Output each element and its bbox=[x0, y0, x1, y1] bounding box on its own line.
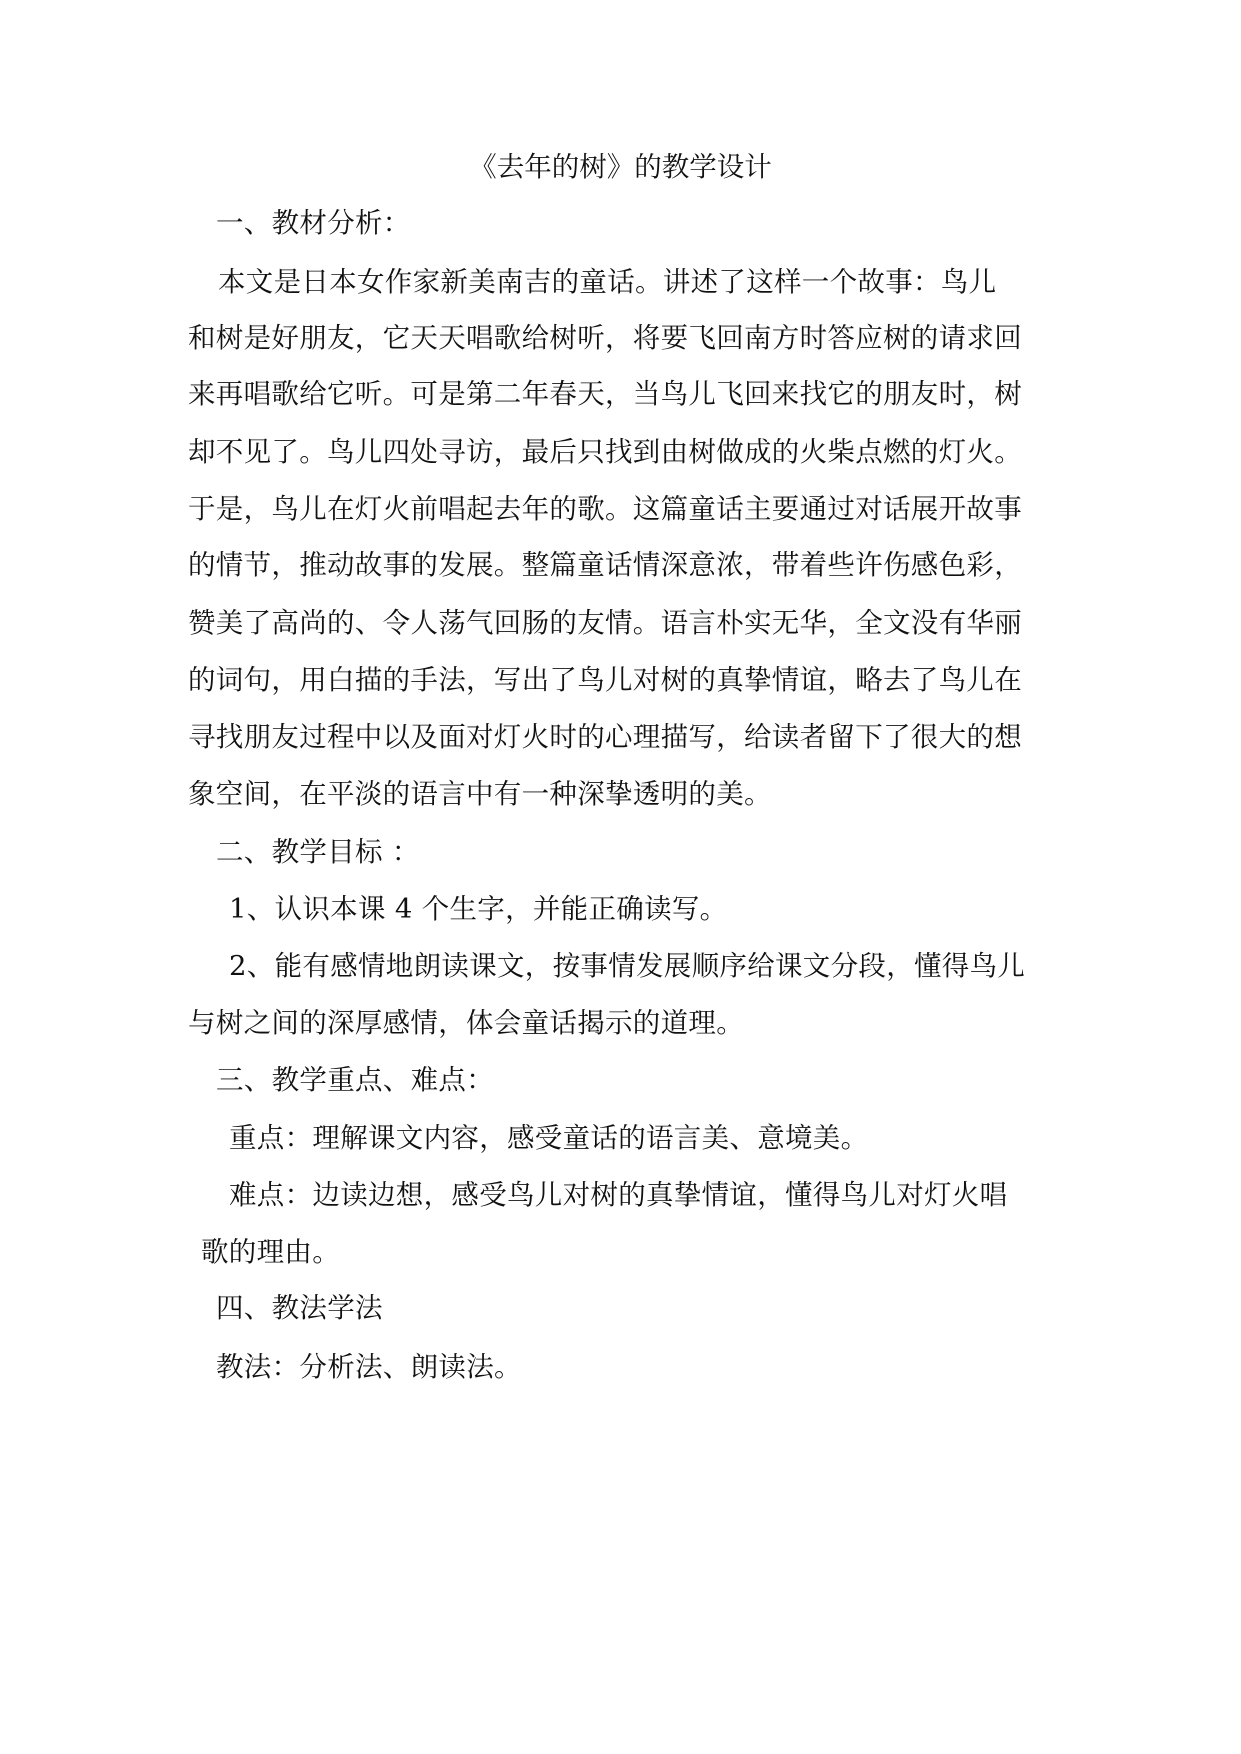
paragraph-line: 的词句，用白描的手法，写出了鸟儿对树的真挚情谊，略去了鸟儿在 bbox=[188, 664, 1022, 696]
paragraph-line: 赞美了高尚的、令人荡气回肠的友情。语言朴实无华，全文没有华丽 bbox=[188, 607, 1022, 639]
paragraph-line: 2、能有感情地朗读课文，按事情发展顺序给课文分段，懂得鸟儿 bbox=[229, 950, 1026, 982]
paragraph-line: 本文是日本女作家新美南吉的童话。讲述了这样一个故事：鸟儿 bbox=[218, 266, 997, 298]
paragraph-line: 歌的理由。 bbox=[201, 1236, 340, 1268]
teaching-goal-item-1: 1、认识本课 4 个生字，并能正确读写。 bbox=[229, 893, 728, 925]
paragraph-line: 与树之间的深厚感情，体会童话揭示的道理。 bbox=[188, 1007, 744, 1039]
paragraph-line: 的情节，推动故事的发展。整篇童话情深意浓，带着些许伤感色彩， bbox=[188, 549, 1022, 581]
section-heading-key-points: 三、教学重点、难点： bbox=[216, 1064, 494, 1096]
section-heading-methods: 四、教法学法 bbox=[216, 1292, 383, 1324]
key-point-text: 重点：理解课文内容，感受童话的语言美、意境美。 bbox=[229, 1122, 869, 1154]
paragraph-line: 象空间，在平淡的语言中有一种深挚透明的美。 bbox=[188, 778, 772, 810]
section-heading-teaching-goals: 二、教学目标 ： bbox=[216, 836, 420, 868]
paragraph-line: 寻找朋友过程中以及面对灯火时的心理描写，给读者留下了很大的想 bbox=[188, 721, 1022, 753]
paragraph-line: 难点：边读边想，感受鸟儿对树的真挚情谊，懂得鸟儿对灯火唱 bbox=[229, 1179, 1008, 1211]
teaching-methods-text: 教法：分析法、朗读法。 bbox=[216, 1351, 522, 1383]
paragraph-line: 于是，鸟儿在灯火前唱起去年的歌。这篇童话主要通过对话展开故事 bbox=[188, 493, 1022, 525]
paragraph-line: 来再唱歌给它听。可是第二年春天，当鸟儿飞回来找它的朋友时，树 bbox=[188, 378, 1022, 410]
paragraph-line: 却不见了。鸟儿四处寻访，最后只找到由树做成的火柴点燃的灯火。 bbox=[188, 436, 1022, 468]
section-heading-material-analysis: 一、教材分析： bbox=[216, 207, 411, 239]
paragraph-line: 和树是好朋友，它天天唱歌给树听，将要飞回南方时答应树的请求回 bbox=[188, 322, 1022, 354]
document-title: 《去年的树》的教学设计 bbox=[469, 151, 772, 183]
